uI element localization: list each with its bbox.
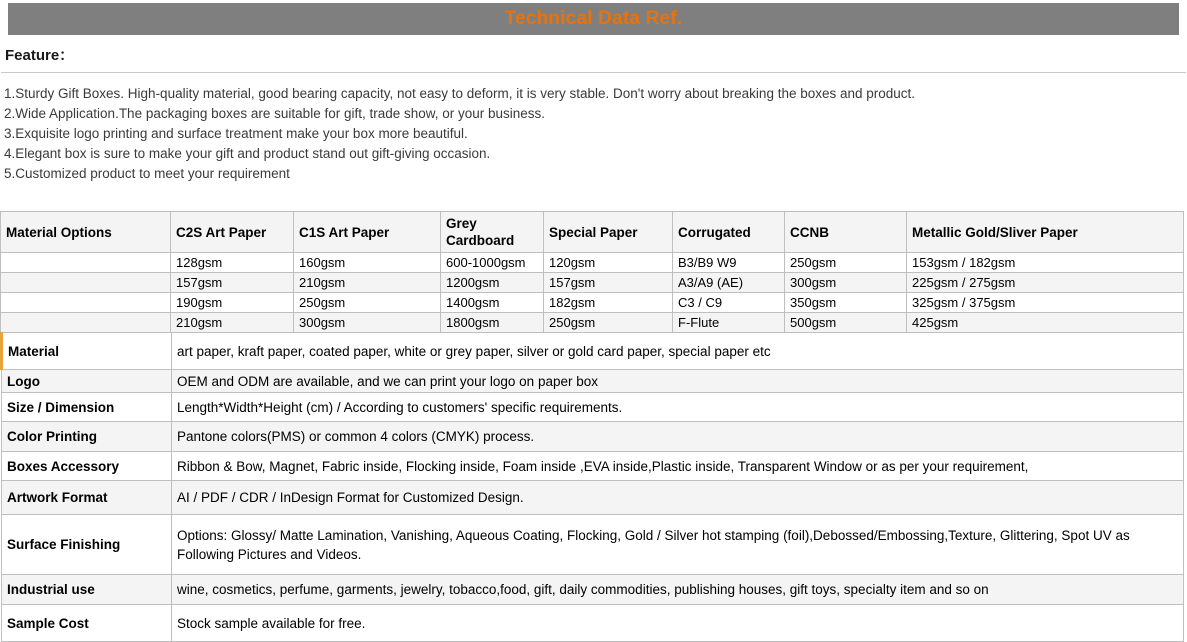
materials-cell: 250gsm <box>544 313 673 333</box>
materials-cell: 210gsm <box>171 313 294 333</box>
materials-cell: 160gsm <box>294 253 441 273</box>
spec-value: wine, cosmetics, perfume, garments, jewelry, tobacco,food, gift, daily commodities, publishing houses, gift toys, specialty item and so on <box>172 575 1184 605</box>
feature-item: 1.Sturdy Gift Boxes. High-quality material, good bearing capacity, not easy to deform, it is very stable. Don't worry about breaking the boxes and product. <box>4 86 916 101</box>
materials-cell: 250gsm <box>785 253 907 273</box>
feature-item: 3.Exquisite logo printing and surface treatment make your box more beautiful. <box>4 126 468 141</box>
materials-cell: 153gsm / 182gsm <box>907 253 1184 273</box>
materials-cell: A3/A9 (AE) <box>673 273 785 293</box>
spec-row <box>2 605 1184 642</box>
column-header-corrugated: Corrugated <box>673 212 785 253</box>
spec-value: Length*Width*Height (cm) / According to customers' specific requirements. <box>172 393 1184 422</box>
feature-item: 2.Wide Application.The packaging boxes are suitable for gift, trade show, or your business. <box>4 106 546 121</box>
spec-value: art paper, kraft paper, coated paper, white or grey paper, silver or gold card paper, special paper etc <box>172 333 1184 370</box>
materials-cell: 1200gsm <box>441 273 544 293</box>
spec-value: Pantone colors(PMS) or common 4 colors (CMYK) process. <box>172 422 1184 452</box>
materials-cell: 210gsm <box>294 273 441 293</box>
materials-cell: 300gsm <box>294 313 441 333</box>
column-header-grey-cardboard: Grey Cardboard <box>441 212 544 253</box>
materials-cell: 182gsm <box>544 293 673 313</box>
column-header-c1s-art-paper: C1S Art Paper <box>294 212 441 253</box>
spec-label: Color Printing <box>2 422 172 452</box>
materials-cell <box>1 253 171 273</box>
column-header-special-paper: Special Paper <box>544 212 673 253</box>
materials-cell: 157gsm <box>544 273 673 293</box>
materials-cell: 325gsm / 375gsm <box>907 293 1184 313</box>
spec-label: Sample Cost <box>2 605 172 642</box>
spec-row <box>2 422 1184 452</box>
materials-cell: 1400gsm <box>441 293 544 313</box>
materials-row <box>1 313 1184 333</box>
materials-row <box>1 273 1184 293</box>
materials-row <box>1 293 1184 313</box>
spec-label: Industrial use <box>2 575 172 605</box>
spec-label: Size / Dimension <box>2 393 172 422</box>
spec-row <box>2 393 1184 422</box>
spec-row <box>2 370 1184 393</box>
materials-cell: 600-1000gsm <box>441 253 544 273</box>
materials-cell <box>1 293 171 313</box>
materials-header-row <box>1 212 1184 253</box>
spec-row <box>2 481 1184 515</box>
materials-row <box>1 253 1184 273</box>
materials-cell: 300gsm <box>785 273 907 293</box>
materials-cell: F-Flute <box>673 313 785 333</box>
spec-value: OEM and ODM are available, and we can print your logo on paper box <box>172 370 1184 393</box>
feature-list <box>4 84 1183 184</box>
materials-cell: 1800gsm <box>441 313 544 333</box>
materials-cell: 120gsm <box>544 253 673 273</box>
materials-cell: 250gsm <box>294 293 441 313</box>
feature-item: 4.Elegant box is sure to make your gift and product stand out gift-giving occasion. <box>4 146 491 161</box>
materials-cell: 500gsm <box>785 313 907 333</box>
materials-cell: 190gsm <box>171 293 294 313</box>
materials-cell <box>1 273 171 293</box>
specs-table <box>0 332 1184 642</box>
spec-row <box>2 575 1184 605</box>
materials-cell <box>1 313 171 333</box>
spec-label: Material <box>2 333 172 370</box>
feature-item: 5.Customized product to meet your requirement <box>4 166 290 181</box>
column-header-c2s-art-paper: C2S Art Paper <box>171 212 294 253</box>
column-header-ccnb: CCNB <box>785 212 907 253</box>
spec-label: Boxes Accessory <box>2 452 172 481</box>
materials-cell: C3 / C9 <box>673 293 785 313</box>
spec-label: Artwork Format <box>2 481 172 515</box>
spec-value: Ribbon & Bow, Magnet, Fabric inside, Flocking inside, Foam inside ,EVA inside,Plastic inside, Transparent Window or as per your requirement, <box>172 452 1184 481</box>
spec-label: Surface Finishing <box>2 515 172 575</box>
spec-row <box>2 333 1184 370</box>
feature-section-heading: Feature： <box>1 35 1186 73</box>
spec-value: Stock sample available for free. <box>172 605 1184 642</box>
page <box>0 3 1187 631</box>
materials-cell: 157gsm <box>171 273 294 293</box>
materials-cell: B3/B9 W9 <box>673 253 785 273</box>
materials-cell: 425gsm <box>907 313 1184 333</box>
spec-row <box>2 452 1184 481</box>
page-title: Technical Data Ref. <box>504 8 683 29</box>
column-header-material-options: Material Options <box>1 212 171 253</box>
materials-cell: 128gsm <box>171 253 294 273</box>
materials-cell: 225gsm / 275gsm <box>907 273 1184 293</box>
spec-label: Logo <box>2 370 172 393</box>
column-header-metallic-gold-sliver-paper: Metallic Gold/Sliver Paper <box>907 212 1184 253</box>
materials-cell: 350gsm <box>785 293 907 313</box>
materials-table <box>0 211 1184 333</box>
spec-value: AI / PDF / CDR / InDesign Format for Customized Design. <box>172 481 1184 515</box>
spec-value: Options: Glossy/ Matte Lamination, Vanishing, Aqueous Coating, Flocking, Gold / Silver hot stamping (foil),Debossed/Embossing,Texture, Glittering, Spot UV as Following Pictures and Videos. <box>172 515 1184 575</box>
title-bar <box>8 3 1179 35</box>
spec-row <box>2 515 1184 575</box>
